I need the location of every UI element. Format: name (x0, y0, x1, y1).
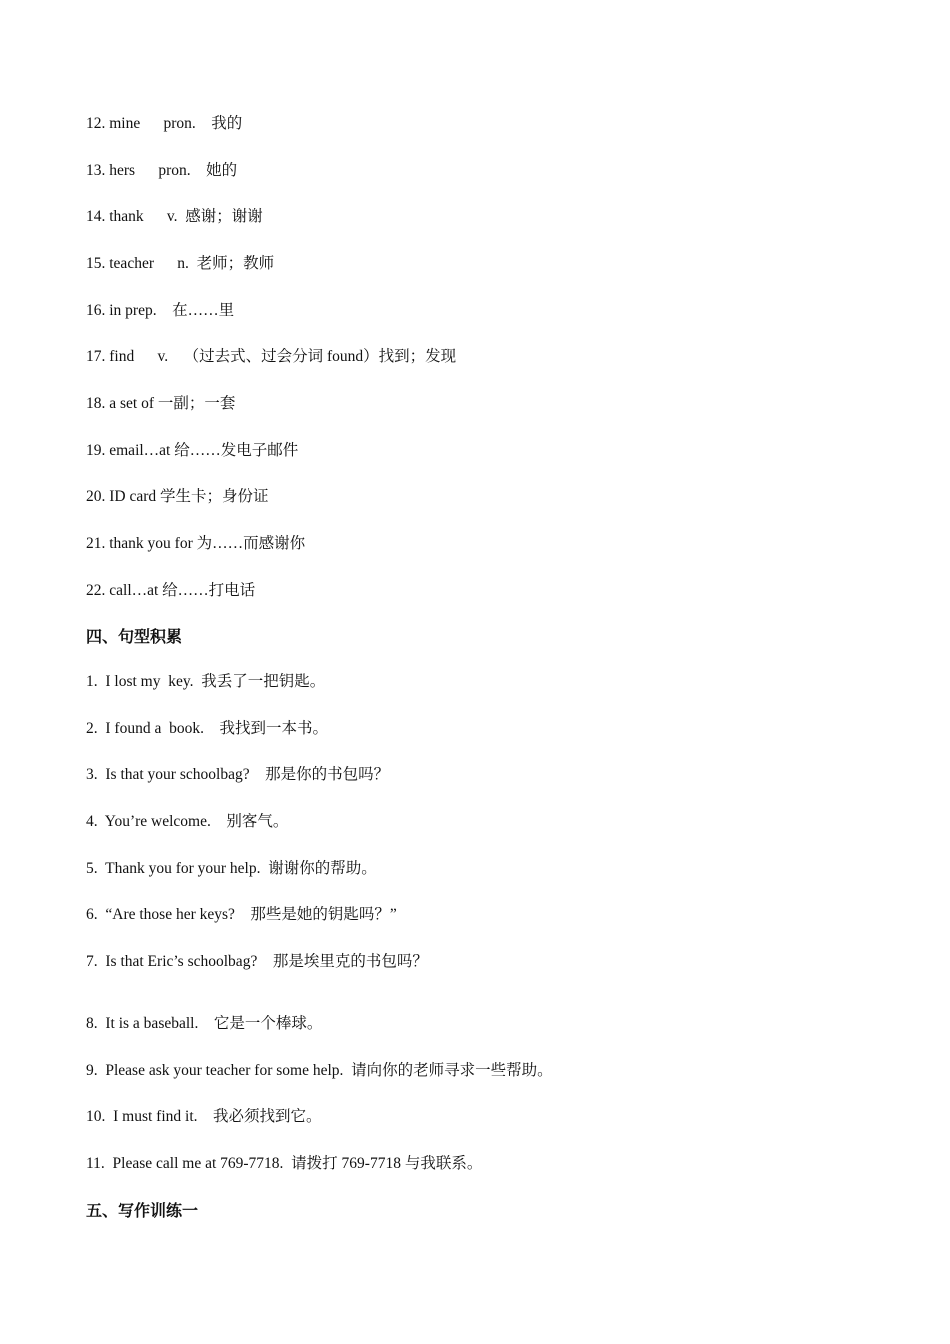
vocab-item-16: 16. in prep. 在……里 (86, 302, 235, 319)
vocab-item-18: 18. a set of 一副；一套 (86, 395, 236, 412)
sentence-item-1: 1. I lost my key. 我丢了一把钥匙。 (86, 673, 326, 690)
sentence-item-5: 5. Thank you for your help. 谢谢你的帮助。 (86, 860, 377, 877)
vocab-item-17: 17. find v. （过去式、过会分词 found）找到；发现 (86, 348, 457, 365)
vocab-item-15: 15. teacher n. 老师；教师 (86, 255, 275, 272)
section-heading-writing: 五、写作训练一 (86, 1201, 199, 1220)
section-heading-sentences: 四、句型积累 (86, 627, 183, 646)
vocab-item-20: 20. ID card 学生卡；身份证 (86, 488, 269, 505)
sentence-item-10: 10. I must find it. 我必须找到它。 (86, 1108, 322, 1125)
sentence-item-11: 11. Please call me at 769-7718. 请拨打 769-7718 与我联系。 (86, 1155, 483, 1172)
vocab-item-21: 21. thank you for 为……而感谢你 (86, 535, 306, 552)
sentence-item-8: 8. It is a baseball. 它是一个棒球。 (86, 1015, 323, 1032)
vocab-item-19: 19. email…at 给……发电子邮件 (86, 442, 299, 459)
vocab-item-12: 12. mine pron. 我的 (86, 115, 243, 132)
vocab-item-22: 22. call…at 给……打电话 (86, 582, 256, 599)
sentence-item-4: 4. You’re welcome. 别客气。 (86, 813, 289, 830)
sentence-item-9: 9. Please ask your teacher for some help. 请向你的老师寻求一些帮助。 (86, 1062, 553, 1079)
sentence-item-2: 2. I found a book. 我找到一本书。 (86, 720, 328, 737)
sentence-item-6: 6. “Are those her keys? 那些是她的钥匙吗？” (86, 906, 397, 923)
sentence-item-3: 3. Is that your schoolbag? 那是你的书包吗？ (86, 766, 390, 783)
vocab-item-13: 13. hers pron. 她的 (86, 162, 238, 179)
vocab-item-14: 14. thank v. 感谢；谢谢 (86, 208, 263, 225)
sentence-item-7: 7. Is that Eric’s schoolbag? 那是埃里克的书包吗？ (86, 953, 428, 970)
